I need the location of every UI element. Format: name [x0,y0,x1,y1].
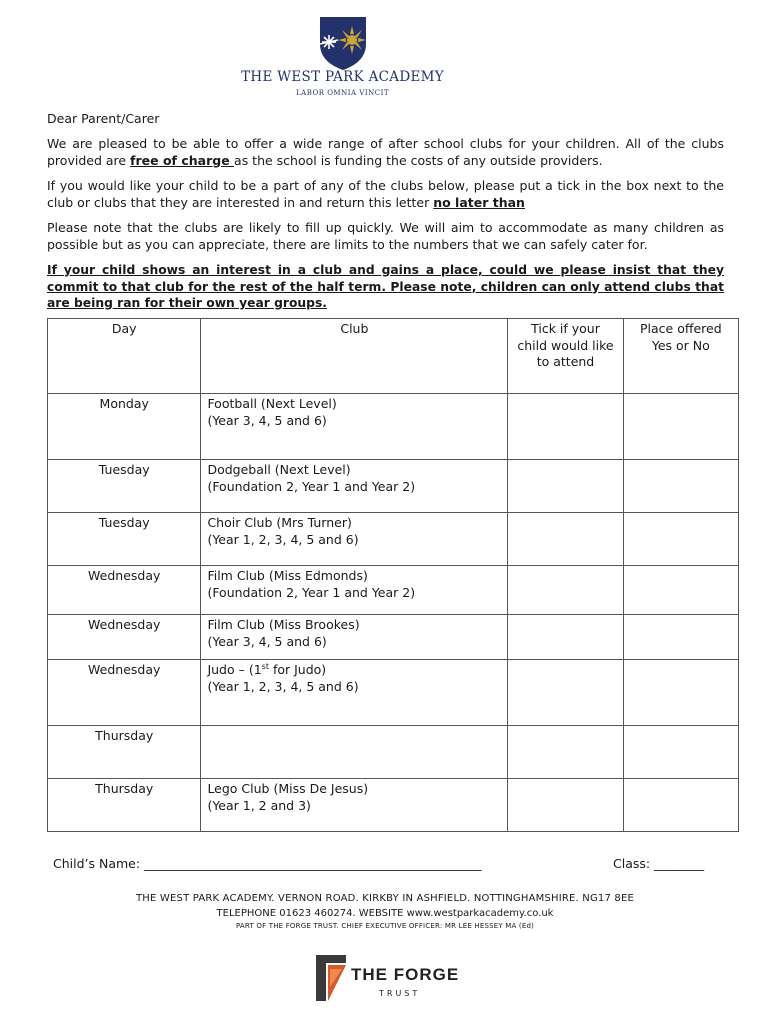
class-field[interactable]: Class: ________ [613,856,705,871]
club-years: (Foundation 2, Year 1 and Year 2) [207,478,416,494]
salutation: Dear Parent/Carer [47,111,160,126]
forge-trust-sub: TRUST [379,989,421,998]
row-day: Monday [48,394,201,460]
school-name: THE WEST PARK ACADEMY [241,69,444,85]
row-club [201,566,508,615]
row-day: Tuesday [48,513,201,566]
club-name: Film Club (Miss Edmonds) [207,568,368,583]
row-club [201,726,508,779]
footer-trust-info: PART OF THE FORGE TRUST. CHIEF EXECUTIVE OFFICER: MR LEE HESSEY MA (Ed) [235,922,535,930]
row-club [201,394,508,460]
school-motto: LABOR OMNIA VINCIT [295,89,390,97]
club-name-part2: for Judo) [268,662,327,677]
place-offered-box[interactable] [623,726,738,779]
child-name-field[interactable]: Child’s Name: ______________________________________________________ [53,856,482,871]
tick-box[interactable] [508,394,623,460]
tick-box[interactable] [508,779,623,832]
table-row [48,615,739,660]
row-club [201,779,508,832]
club-name: Lego Club (Miss De Jesus) [207,781,369,796]
footer-address: THE WEST PARK ACADEMY. VERNON ROAD. KIRKBY IN ASHFIELD. NOTTINGHAMSHIRE. NG17 8EE [135,893,635,904]
row-club [201,513,508,566]
clubs-table [47,318,739,832]
header-tick-line1: Tick if your [531,321,600,336]
row-day: Wednesday [48,660,201,726]
forge-trust-name: THE FORGE [351,965,460,984]
header-tick-line3: to attend [536,354,595,369]
table-row [48,513,739,566]
forge-trust-logo-icon [314,953,348,1003]
paragraph-return-letter [47,178,724,211]
table-row [48,566,739,615]
ordinal-suffix: st [261,661,269,671]
table-row [48,460,739,513]
place-offered-box[interactable] [623,460,738,513]
header-place [623,319,738,394]
club-name: Football (Next Level) [207,396,337,411]
footer-contact: TELEPHONE 01623 460274. WEBSITE www.westparkacademy.co.uk [216,908,554,919]
club-name: Dodgeball (Next Level) [207,462,351,477]
no-later-than-emphasis: no later than [433,194,525,210]
table-row [48,779,739,832]
table-row [48,660,739,726]
paragraph-commitment-notice: If your child shows an interest in a club and gains a place, could we please insist that they commit to that club for the rest of the half term. Please note, children can only attend clubs that are being ran for their own year groups. [47,263,724,310]
row-day: Thursday [48,726,201,779]
row-club [201,660,508,726]
club-years: (Year 1, 2 and 3) [207,797,311,813]
p2-text: If you would like your child to be a part of any of the clubs below, please put a tick in the box next to the club or clubs that they are interested in and return this letter [47,178,724,210]
p1-text-end: as the school is funding the costs of any outside providers. [234,152,603,168]
paragraph-fill-up: Please note that the clubs are likely to fill up quickly. We will aim to accommodate as many children as possible but as you can appreciate, there are limits to the numbers that we can safely cater for. [47,220,724,252]
header-place-line1: Place offered [639,321,722,336]
p1-text-start: We are pleased to be able to offer a wide range of after school clubs for your children. All of the clubs provided are [47,136,724,168]
free-of-charge-emphasis: free of charge [130,152,235,168]
header-club [201,319,508,394]
table-row [48,726,739,779]
row-day: Tuesday [48,460,201,513]
row-day: Thursday [48,779,201,832]
place-offered-box[interactable] [623,566,738,615]
header-day [48,319,201,394]
place-offered-box[interactable] [623,660,738,726]
club-years: (Year 1, 2, 3, 4, 5 and 6) [207,531,359,547]
tick-box[interactable] [508,566,623,615]
club-name [207,662,501,679]
place-offered-box[interactable] [623,394,738,460]
club-years: (Year 3, 4, 5 and 6) [207,633,327,649]
row-club [201,615,508,660]
header-tick [508,319,623,394]
paragraph-free-of-charge [47,136,724,169]
tick-box[interactable] [508,460,623,513]
place-offered-box[interactable] [623,615,738,660]
row-day: Wednesday [48,615,201,660]
place-offered-box[interactable] [623,513,738,566]
table-header-row [48,319,739,394]
tick-box[interactable] [508,660,623,726]
club-years: (Year 1, 2, 3, 4, 5 and 6) [207,678,359,694]
club-name-part1: Judo – (1 [207,662,262,677]
tick-box[interactable] [508,615,623,660]
header-place-line2: Yes or No [651,337,710,353]
club-name: Film Club (Miss Brookes) [207,617,360,632]
club-years: (Year 3, 4, 5 and 6) [207,412,327,428]
header-tick-line2: child would like [517,337,614,353]
header-day-label: Day [111,321,137,336]
row-club [201,460,508,513]
place-offered-box[interactable] [623,779,738,832]
club-years: (Foundation 2, Year 1 and Year 2) [207,584,416,600]
table-row [48,394,739,460]
school-crest-icon [314,14,372,72]
club-name: Choir Club (Mrs Turner) [207,515,352,530]
tick-box[interactable] [508,726,623,779]
header-club-label: Club [340,321,369,336]
tick-box[interactable] [508,513,623,566]
row-day: Wednesday [48,566,201,615]
